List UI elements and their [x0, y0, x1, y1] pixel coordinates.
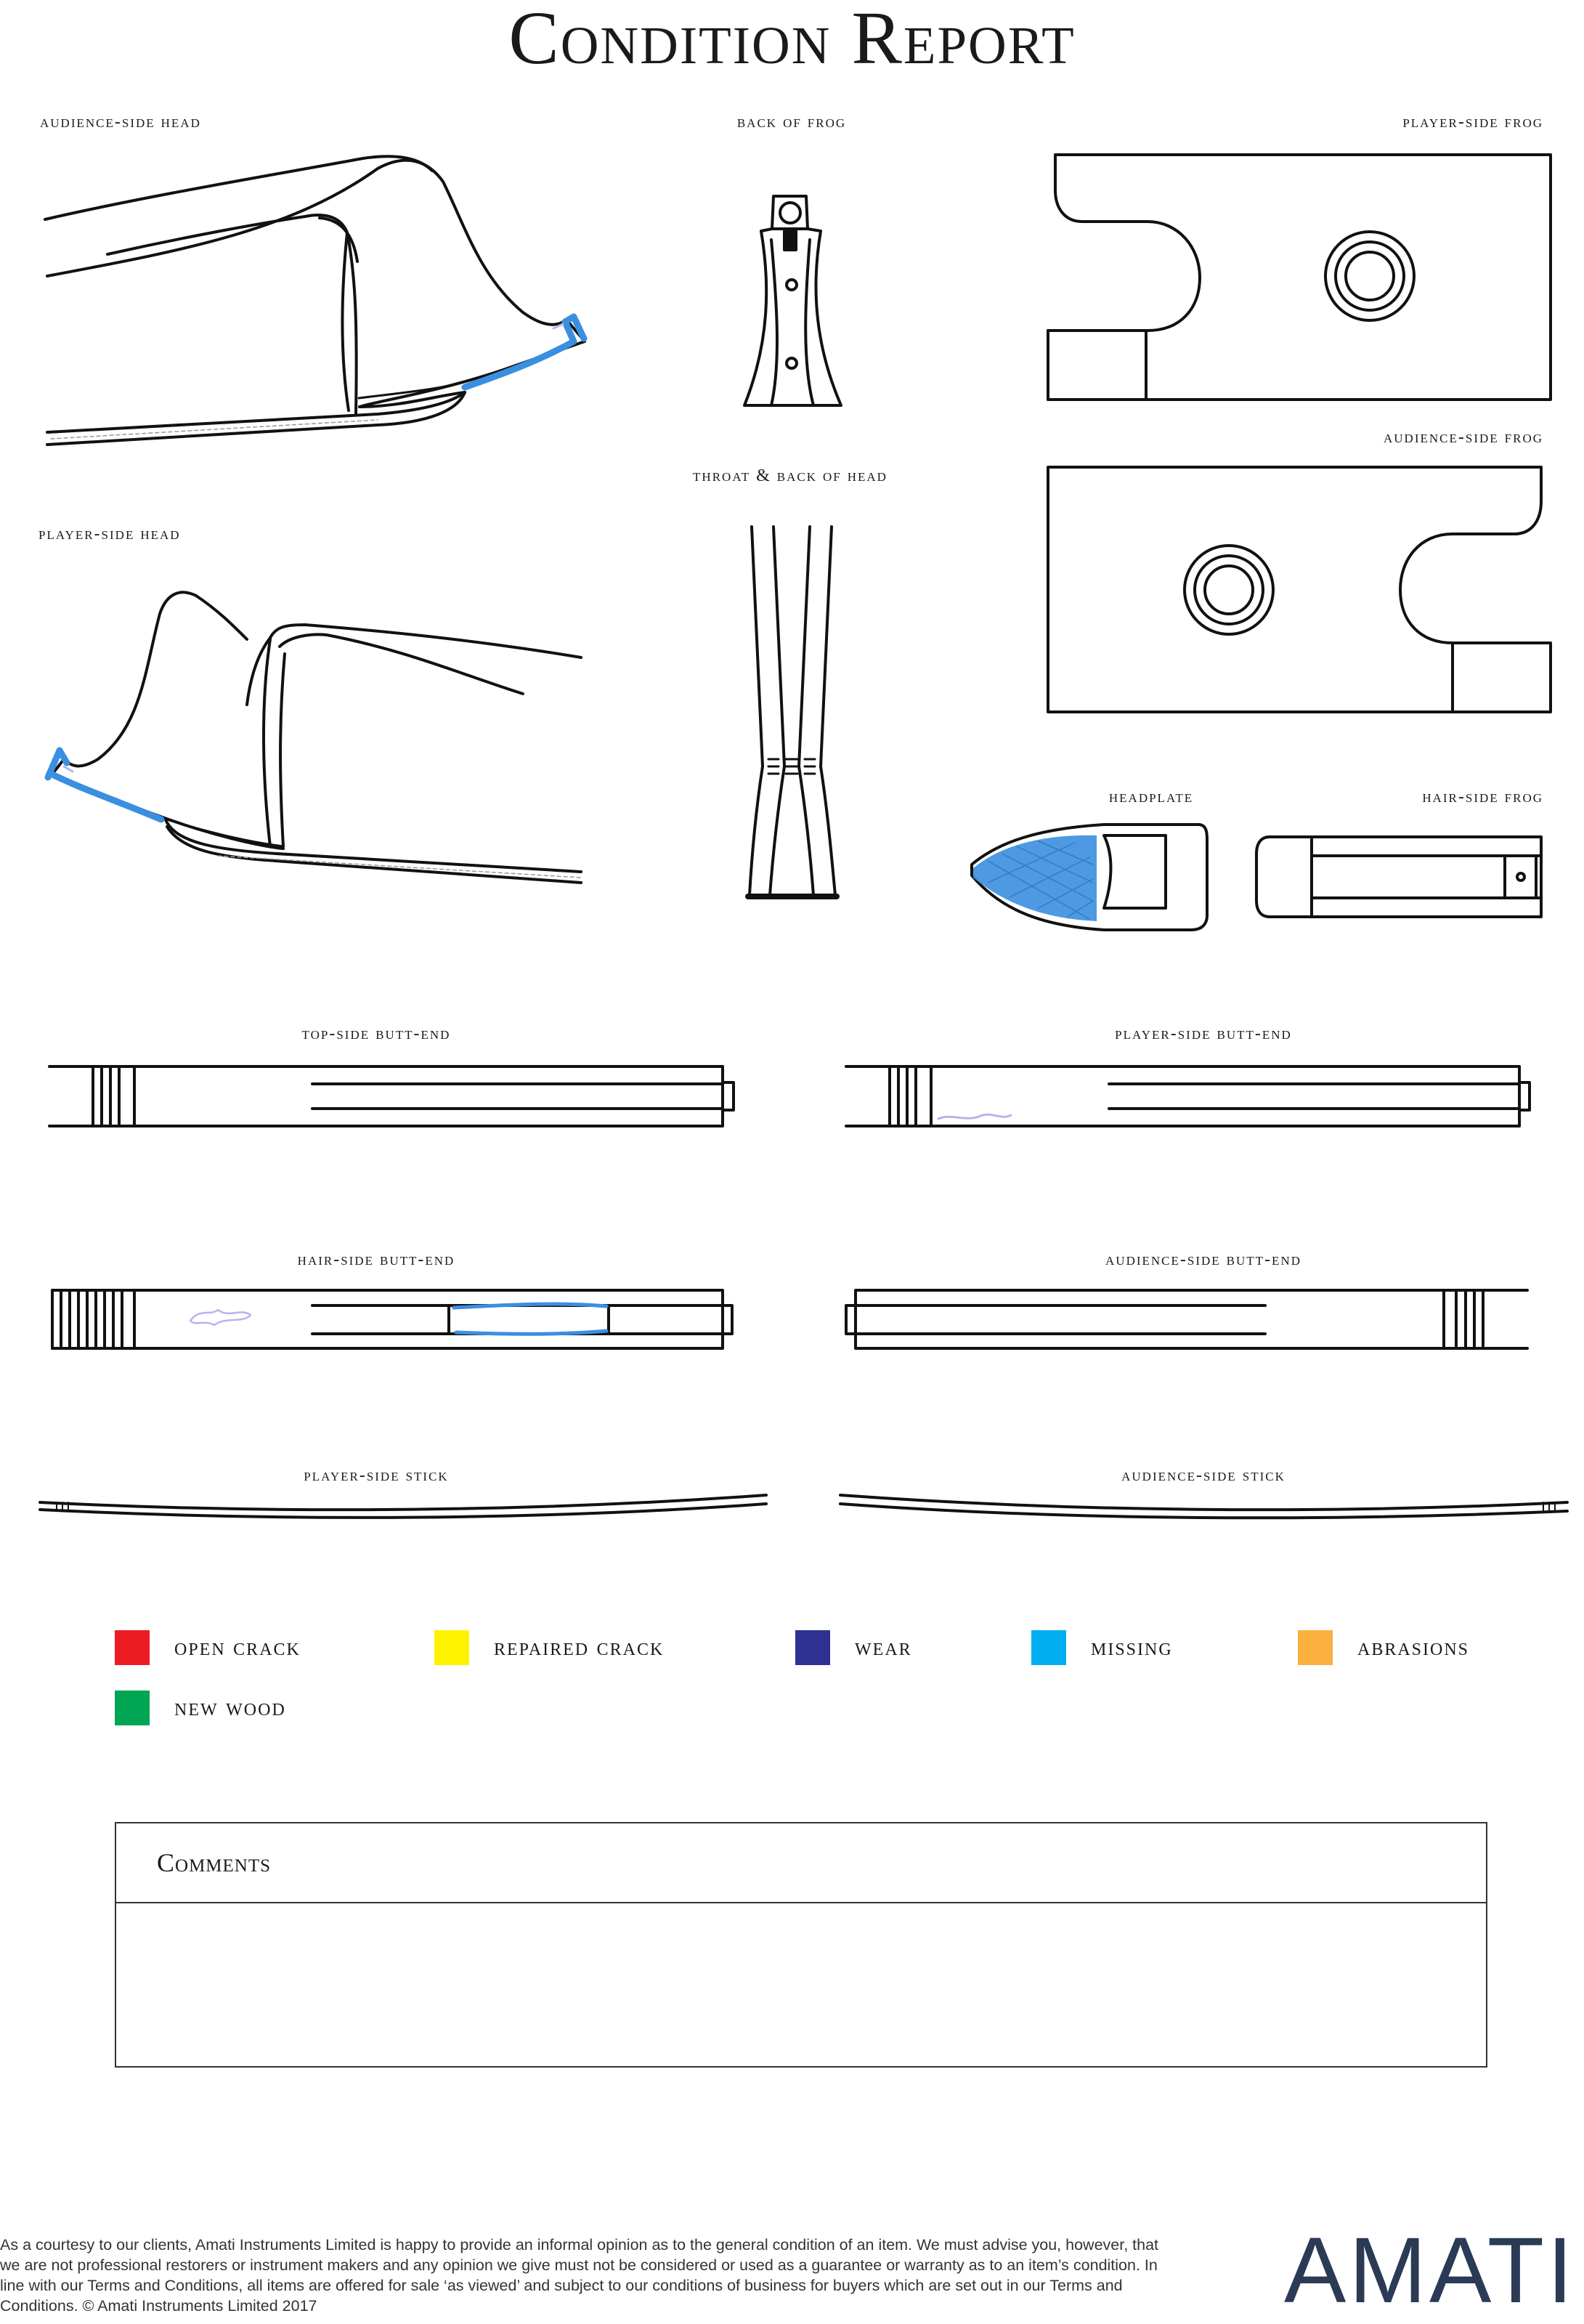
legend-label-repaired-crack: repaired crack [494, 1634, 665, 1661]
label-player-side-frog: player-side frog [1402, 113, 1543, 131]
legend-open-crack [115, 1629, 301, 1666]
label-headplate: headplate [1108, 788, 1194, 806]
comments-heading: Comments [116, 1823, 1486, 1903]
page-title: Condition Report [508, 0, 1076, 80]
back-of-frog-drawing [744, 196, 841, 405]
legend-swatch-repaired-crack [434, 1630, 469, 1665]
hair-butt-wear-mark [190, 1310, 251, 1325]
label-back-of-frog: back of frog [736, 113, 847, 131]
label-hair-side-frog: hair-side frog [1422, 788, 1543, 806]
audience-side-head-drawing [45, 156, 585, 445]
legend-label-open-crack: open crack [174, 1634, 301, 1661]
label-audience-side-head: audience-side head [40, 113, 201, 131]
legend-label-wear: wear [855, 1634, 912, 1661]
legend-missing [1031, 1629, 1173, 1666]
label-audience-side-frog: audience-side frog [1384, 428, 1543, 447]
comments-box [115, 1822, 1487, 2068]
label-throat-back-of-head: throat & back of head [693, 466, 888, 485]
headplate-drawing [972, 825, 1207, 930]
legend-label-abrasions: abrasions [1357, 1634, 1470, 1661]
hair-side-frog-drawing [1256, 837, 1541, 917]
legend-swatch-abrasions [1298, 1630, 1333, 1665]
headplate-missing-mark [973, 835, 1097, 921]
hair-side-butt-end-drawing [52, 1290, 732, 1348]
label-top-side-butt-end: top-side butt-end [301, 1024, 451, 1043]
top-side-butt-end-drawing [49, 1066, 734, 1126]
label-audience-side-butt-end: audience-side butt-end [1105, 1250, 1301, 1269]
label-audience-side-stick: audience-side stick [1121, 1466, 1286, 1485]
player-head-missing-mark [48, 750, 161, 819]
label-player-side-stick: player-side stick [304, 1466, 449, 1485]
player-side-butt-end-drawing [846, 1066, 1530, 1126]
legend-swatch-open-crack [115, 1630, 150, 1665]
label-player-side-head: player-side head [38, 525, 181, 543]
legend-swatch-missing [1031, 1630, 1066, 1665]
legend-swatch-new-wood [115, 1691, 150, 1725]
comments-field[interactable] [116, 1903, 1486, 2066]
player-side-frog-drawing [1048, 155, 1551, 400]
audience-side-stick-drawing [840, 1495, 1567, 1518]
legend-label-missing: missing [1091, 1634, 1173, 1661]
legend-new-wood [115, 1690, 286, 1726]
legend-wear [795, 1629, 912, 1666]
legend-label-new-wood: new wood [174, 1694, 286, 1721]
hair-butt-missing-mark [454, 1304, 606, 1334]
amati-logo: AMATI [1284, 2219, 1576, 2323]
audience-side-butt-end-drawing [846, 1290, 1527, 1348]
player-side-head-drawing [48, 592, 581, 883]
legend-repaired-crack [434, 1629, 664, 1666]
player-side-stick-drawing [40, 1495, 766, 1518]
player-butt-wear-mark [938, 1114, 1011, 1119]
legend-swatch-wear [795, 1630, 830, 1665]
audience-side-frog-drawing [1048, 467, 1551, 712]
legend-abrasions [1298, 1629, 1469, 1666]
throat-back-of-head-drawing [748, 527, 837, 896]
label-hair-side-butt-end: hair-side butt-end [297, 1250, 455, 1269]
label-player-side-butt-end: player-side butt-end [1115, 1024, 1292, 1043]
disclaimer-text: As a courtesy to our clients, Amati Instruments Limited is happy to provide an informal opinion as to the general condition of an item. We must advise you, however, that we are not professional restorers or instrument makers and any opinion we give must not be considered or used as a guarantee or warranty as to an item’s condition. In line with our Terms and Conditions, all items are offered for sale ‘as viewed’ and subject to our conditions of business for buyers which are set out in our Terms and Conditions. © Amati Instruments Limited 2017 [0, 2236, 1159, 2315]
